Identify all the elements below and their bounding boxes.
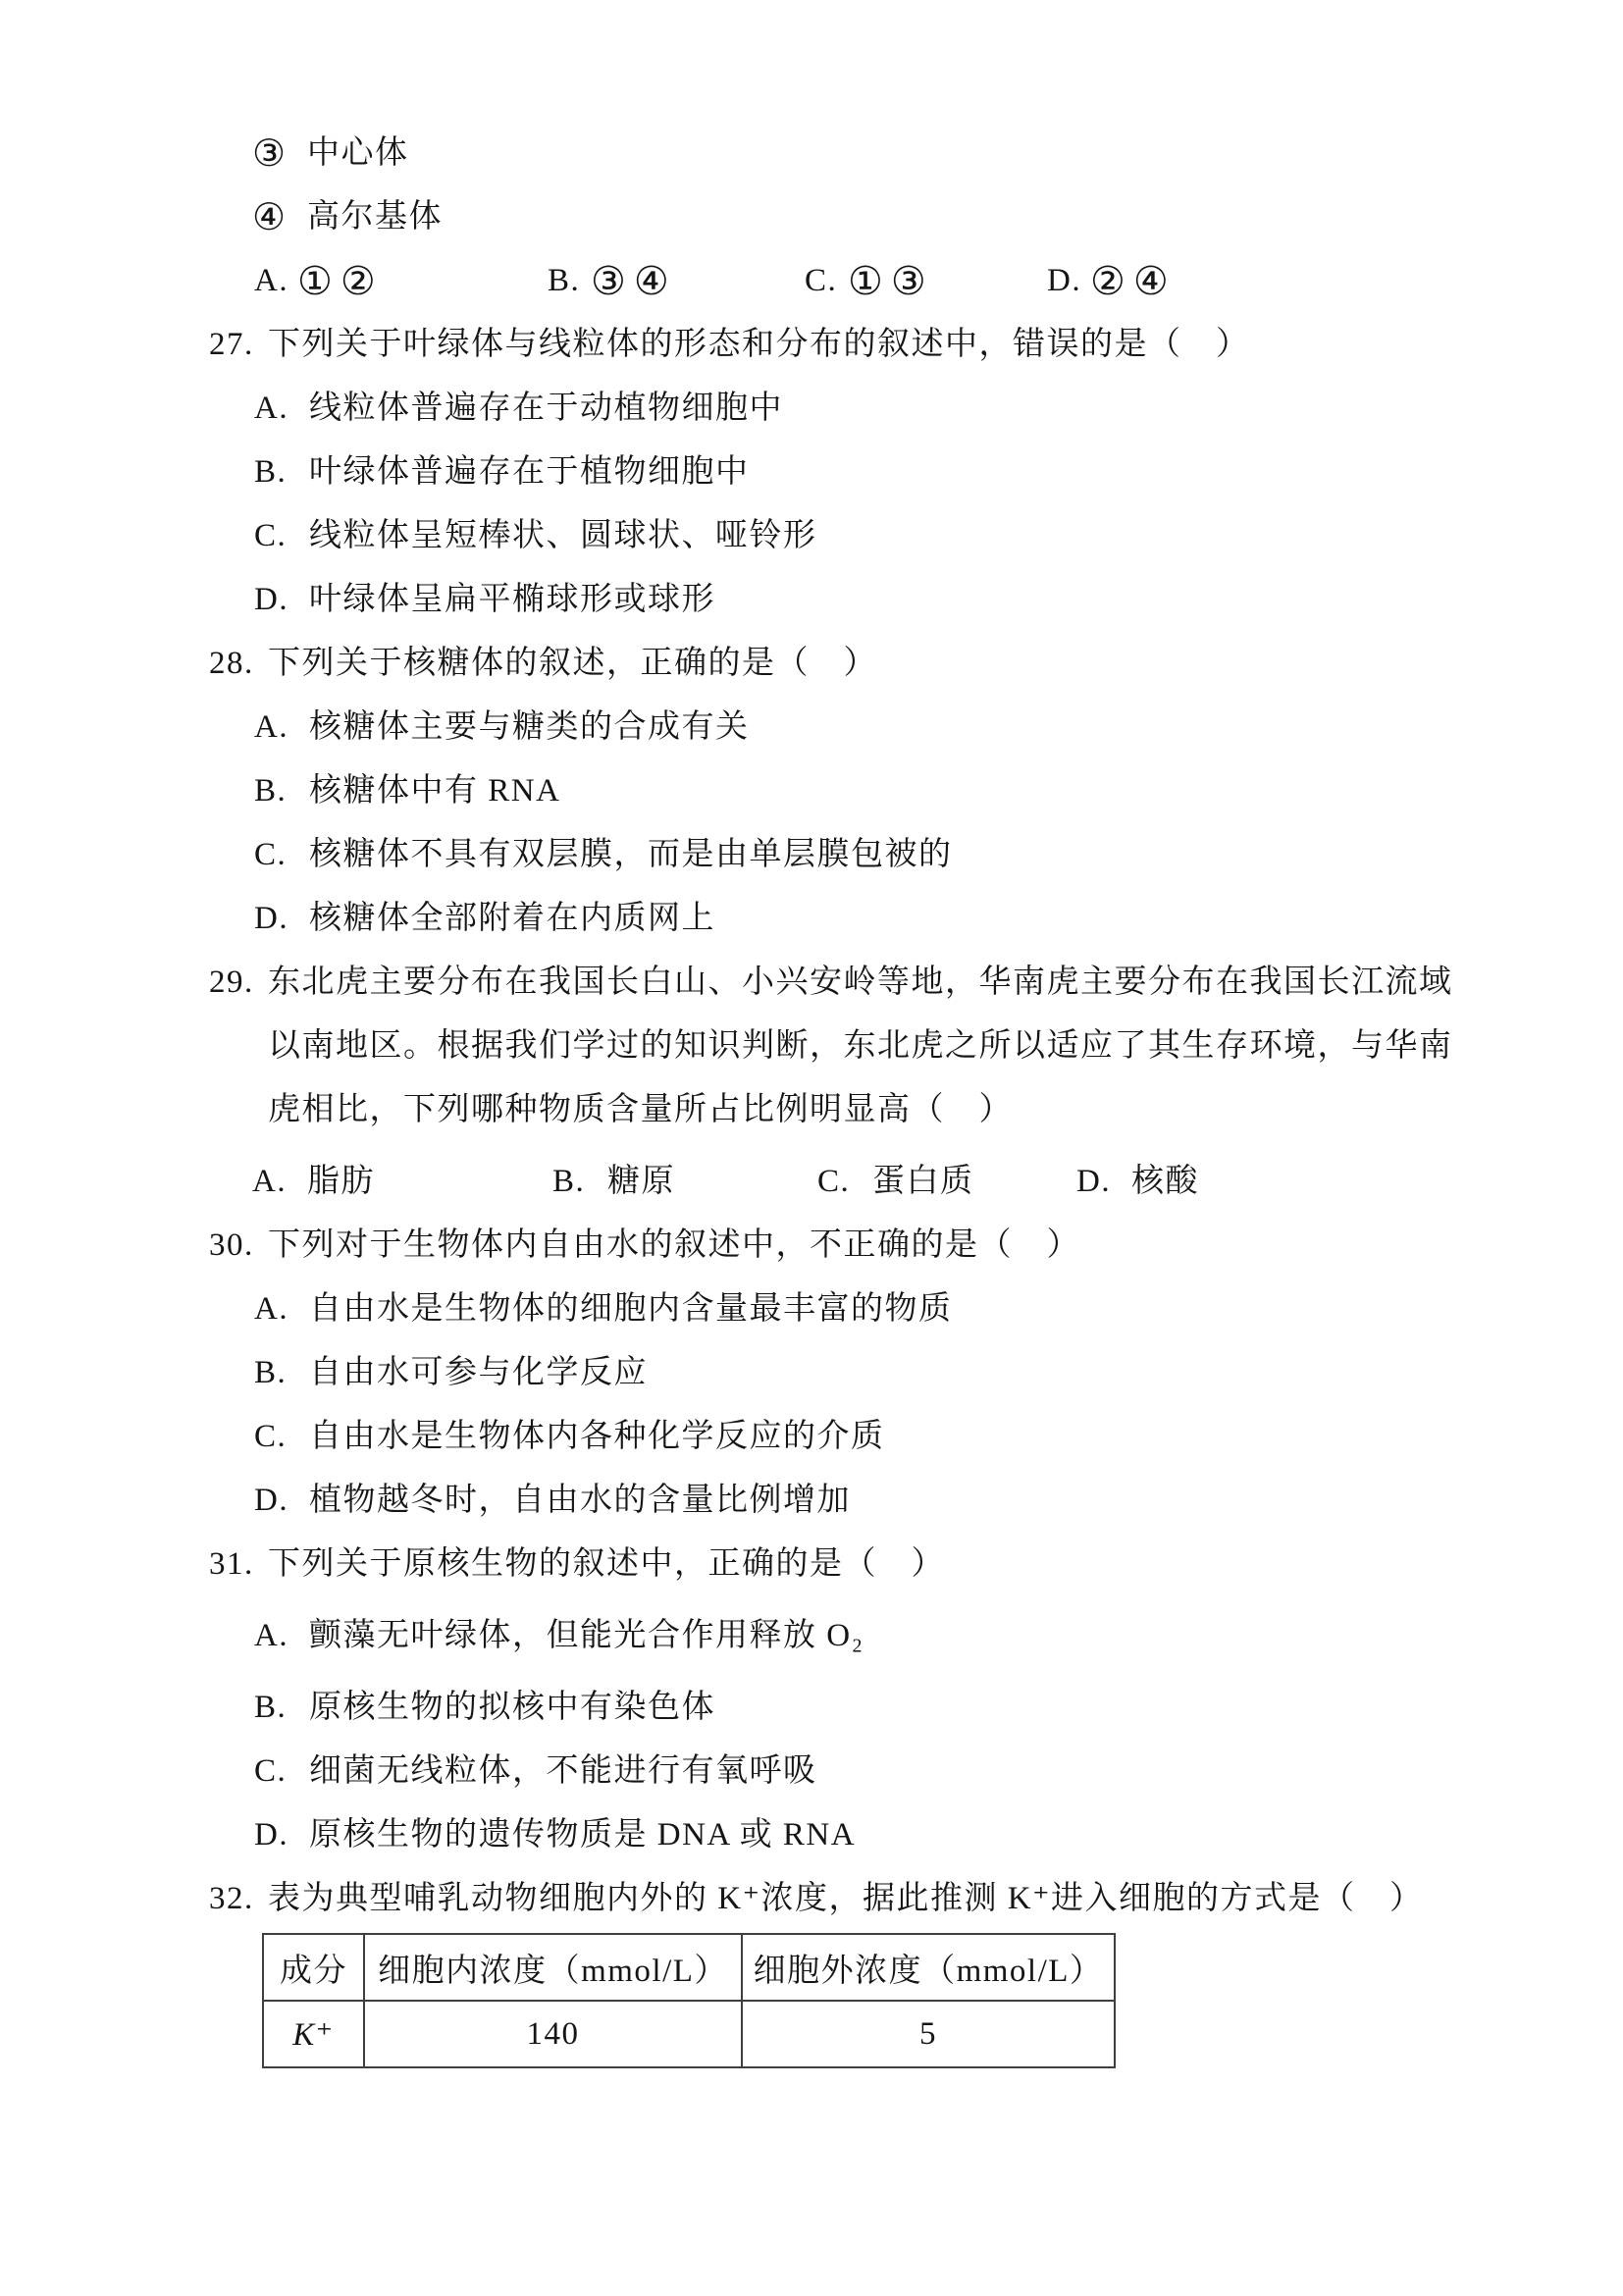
circled-number-4-icon: ④ [252,195,288,238]
option-label: A. [254,391,289,426]
option-label: A. [254,709,289,745]
choice-label: D. [1076,1164,1112,1199]
choice-label: B. [548,263,581,298]
question-number: 32. [209,1881,254,1916]
choice-text: 蛋白质 [872,1164,974,1199]
column-header: 细胞内浓度（mmol/L） [364,1934,742,2001]
option-a [254,377,1623,441]
option-label: D. [254,1817,289,1852]
option-text: 核糖体主要与糖类的合成有关 [309,709,750,745]
choice-text: 糖原 [607,1164,675,1199]
question-30 [0,1214,1623,1533]
question-stem-line: 以南地区。根据我们学过的知识判断，东北虎之所以适应了其生存环境，与华南 [268,1028,1453,1064]
choice-label: B. [552,1164,586,1199]
question-stem: 下列关于叶绿体与线粒体的形态和分布的叙述中，错误的是（ ） [268,327,1250,362]
option-b [254,1676,1623,1740]
question-number: 27. [209,327,254,362]
question-28 [0,632,1623,951]
choice-label: C. [817,1164,851,1199]
list-item [0,185,1623,249]
option-b [254,441,1623,504]
option-label: C. [254,518,288,553]
option-text: 核糖体不具有双层膜，而是由单层膜包被的 [309,837,953,872]
list-item-text: 中心体 [307,135,409,171]
question-stem: 表为典型哺乳动物细胞内外的 K⁺浓度，据此推测 K⁺进入细胞的方式是（ ） [268,1881,1424,1916]
option-label: A. [254,1618,289,1653]
list-item [0,122,1623,185]
option-text: 核糖体全部附着在内质网上 [309,901,715,936]
column-header: 成分 [263,1934,364,2001]
option-label: B. [254,1355,288,1390]
circled-numbers: ①② [297,259,384,304]
option-label: B. [254,454,288,490]
question-29 [0,951,1623,1214]
answer-choices-row [252,1150,1623,1214]
option-label: D. [254,582,289,617]
column-header: 细胞外浓度（mmol/L） [742,1934,1115,2001]
question-number: 31. [209,1546,254,1582]
option-text: 自由水是生物体的细胞内含量最丰富的物质 [309,1291,953,1327]
choice-label: C. [805,263,838,298]
choice-c [817,1150,1076,1214]
circled-number-3-icon: ③ [252,131,288,175]
option-text: 叶绿体普遍存在于植物细胞中 [309,454,750,490]
option-c [254,823,1623,887]
option-c [254,1740,1623,1803]
option-label: C. [254,1419,288,1454]
question-26-fragment [0,122,1623,313]
option-text: 自由水是生物体内各种化学反应的介质 [309,1419,885,1454]
option-d [254,568,1623,632]
choice-a [252,1150,552,1214]
choice-label: A. [254,263,289,298]
option-a [254,696,1623,759]
cell-value: 5 [742,2001,1115,2067]
question-stem-line: 东北虎主要分布在我国长白山、小兴安岭等地，华南虎主要分布在我国长江流域 [268,965,1453,1000]
question-32 [0,1867,1623,2068]
option-label: D. [254,901,289,936]
option-label: B. [254,773,288,809]
option-label: C. [254,1753,288,1789]
option-label: C. [254,837,288,872]
option-text: 线粒体呈短棒状、圆球状、哑铃形 [309,518,817,553]
choice-c [805,249,1047,314]
option-text: 原核生物的遗传物质是 DNA 或 RNA [309,1817,857,1852]
choice-text: 脂肪 [307,1164,375,1199]
choice-b [548,249,805,314]
cell-value: 140 [364,2001,742,2067]
option-d [254,887,1623,951]
concentration-table [262,1933,1116,2068]
choice-a [254,249,548,314]
option-text: 核糖体中有 RNA [309,773,561,809]
option-text: 原核生物的拟核中有染色体 [309,1690,715,1725]
option-label: B. [254,1690,288,1725]
choice-b [552,1150,817,1214]
question-stem: 下列关于核糖体的叙述，正确的是（ ） [268,646,877,681]
question-27 [0,313,1623,632]
option-a [254,1604,1623,1668]
option-text: 细菌无线粒体，不能进行有氧呼吸 [309,1753,817,1789]
option-d [254,1803,1623,1867]
choice-text: 核酸 [1131,1164,1199,1199]
choice-d [1047,249,1177,314]
option-d [254,1469,1623,1533]
option-text: 颤藻无叶绿体，但能光合作用释放 O₂ [309,1618,864,1653]
question-stem-line: 虎相比，下列哪种物质含量所占比例明显高（ ） [268,1092,1013,1127]
circled-numbers: ①③ [848,259,934,304]
question-stem: 下列对于生物体内自由水的叙述中，不正确的是（ ） [268,1227,1080,1263]
option-text: 自由水可参与化学反应 [309,1355,648,1390]
table-header-row [263,1934,1115,2001]
list-item-text: 高尔基体 [307,199,443,235]
question-number: 28. [209,646,254,681]
option-b [254,759,1623,823]
table-row [263,2001,1115,2067]
option-c [254,1405,1623,1469]
circled-numbers: ②④ [1090,259,1177,304]
question-stem: 下列关于原核生物的叙述中，正确的是（ ） [268,1546,945,1582]
option-text: 植物越冬时，自由水的含量比例增加 [309,1483,851,1518]
answer-choices-row [0,249,1623,313]
choice-label: D. [1047,263,1082,298]
option-c [254,504,1623,568]
option-text: 叶绿体呈扁平椭球形或球形 [309,582,715,617]
question-number: 30. [209,1227,254,1263]
option-label: D. [254,1483,289,1518]
circled-numbers: ③④ [591,259,677,304]
choice-d [1076,1150,1199,1214]
option-text: 线粒体普遍存在于动植物细胞中 [309,391,783,426]
choice-label: A. [252,1164,288,1199]
question-number: 29. [209,965,254,1000]
option-b [254,1341,1623,1405]
option-label: A. [254,1291,289,1327]
row-label: K⁺ [263,2001,364,2067]
option-a [254,1278,1623,1341]
question-31 [0,1533,1623,1867]
